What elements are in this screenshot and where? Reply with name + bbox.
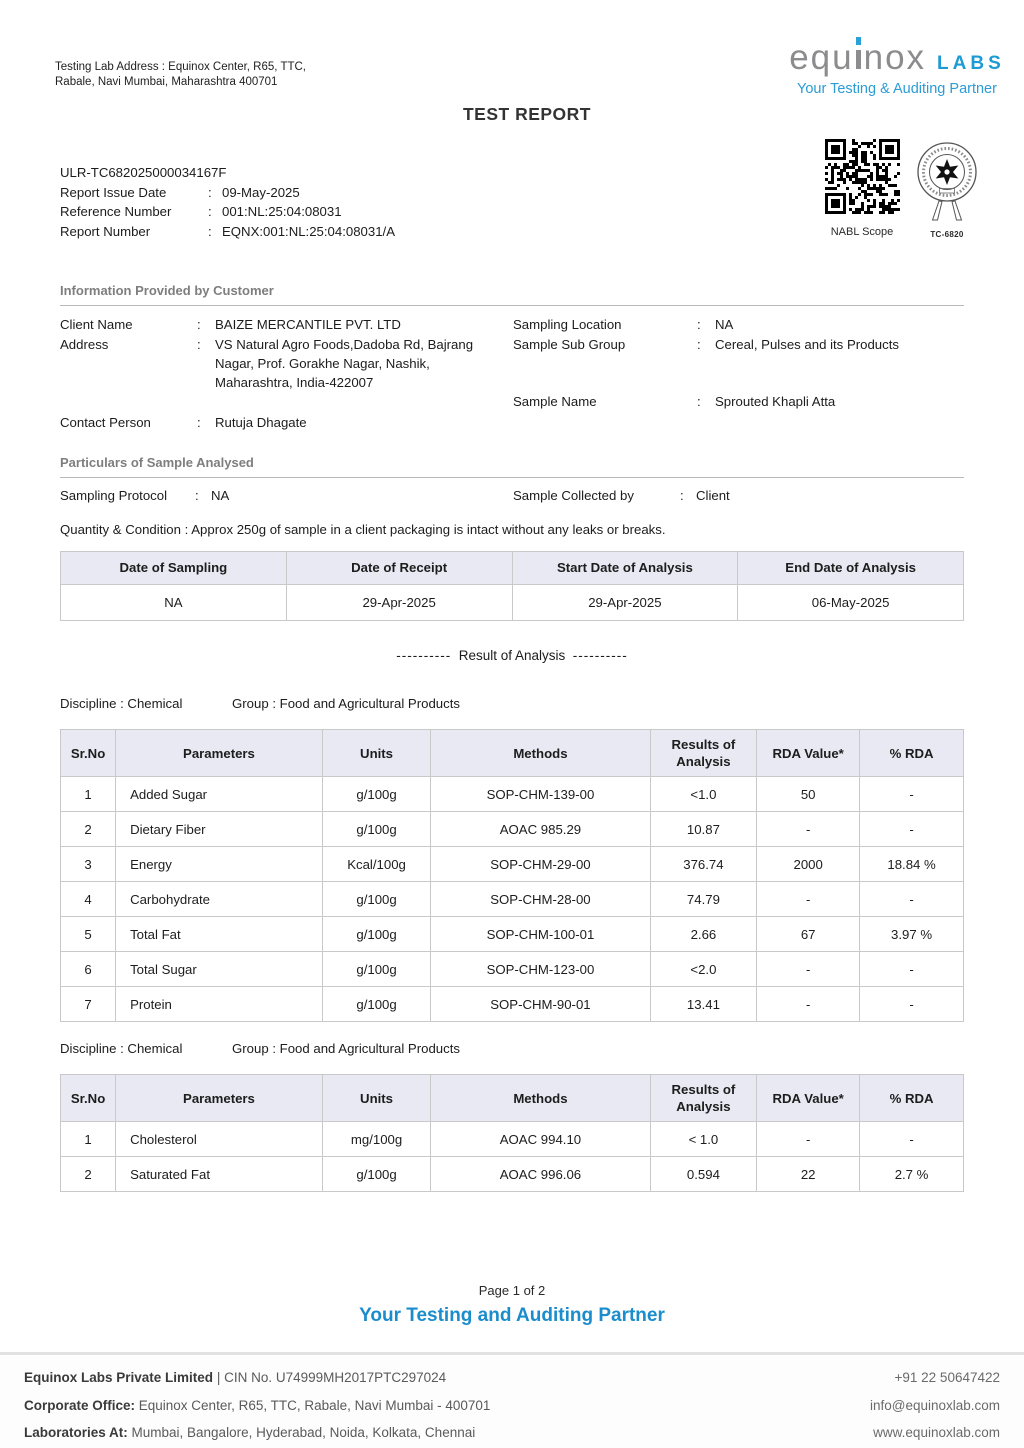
cell-unit: g/100g bbox=[322, 882, 430, 917]
group-label: Group : Food and Agricultural Products bbox=[232, 1041, 460, 1056]
field-value: EQNX:001:NL:25:04:08031/A bbox=[222, 223, 396, 239]
cell-srno: 1 bbox=[61, 777, 116, 812]
dates-value-row bbox=[61, 585, 964, 621]
col-header-units: Units bbox=[322, 1075, 430, 1122]
colon: : bbox=[208, 223, 212, 239]
sampling-protocol-row bbox=[60, 488, 229, 503]
table-row bbox=[61, 917, 964, 952]
cell-parameter: Cholesterol bbox=[116, 1122, 323, 1157]
cell-srno: 3 bbox=[61, 847, 116, 882]
footer-website: www.equinoxlab.com bbox=[873, 1425, 1000, 1440]
cell-unit: g/100g bbox=[322, 952, 430, 987]
report-number-row bbox=[60, 222, 395, 242]
field-label: Report Number bbox=[60, 223, 151, 239]
sampling-location-row bbox=[513, 315, 733, 334]
field-label: Sampling Protocol bbox=[60, 488, 168, 503]
cell-rda-value: - bbox=[757, 812, 860, 847]
footer-contact-info bbox=[870, 1364, 1000, 1447]
dates-header-row bbox=[61, 552, 964, 585]
field-value: Client bbox=[696, 488, 730, 503]
dates-table bbox=[60, 551, 964, 621]
col-header-results: Results of Analysis bbox=[650, 730, 757, 777]
logo-wordmark bbox=[781, 40, 1013, 75]
labs-value: Mumbai, Bangalore, Hyderabad, Noida, Kolkata, Chennai bbox=[127, 1425, 476, 1440]
field-value: NA bbox=[715, 317, 734, 332]
field-label: Contact Person bbox=[60, 415, 151, 430]
quantity-condition-row bbox=[60, 522, 666, 537]
divider-text: Result of Analysis bbox=[458, 648, 566, 663]
colon: : bbox=[197, 337, 201, 352]
cell-result: <2.0 bbox=[650, 952, 757, 987]
cell-rda-value: 50 bbox=[757, 777, 860, 812]
customer-info-section bbox=[60, 283, 964, 456]
cell-method: SOP-CHM-123-00 bbox=[431, 952, 650, 987]
office-label: Corporate Office: bbox=[24, 1397, 136, 1413]
footer-tagline: Your Testing and Auditing Partner bbox=[359, 1305, 665, 1326]
nabl-scope-qr bbox=[823, 139, 901, 238]
field-label: Client Name bbox=[60, 317, 133, 332]
results-table-1-wrap bbox=[60, 729, 964, 1022]
table-row bbox=[61, 812, 964, 847]
cell-result: < 1.0 bbox=[650, 1122, 757, 1157]
cell-method: AOAC 996.06 bbox=[431, 1157, 650, 1192]
col-header-start-date: Start Date of Analysis bbox=[512, 552, 738, 585]
logo-text-nox: nox bbox=[863, 38, 927, 77]
client-name-row bbox=[60, 315, 401, 334]
cell-srno: 6 bbox=[61, 952, 116, 987]
cin-number: | CIN No. U74999MH2017PTC297024 bbox=[216, 1370, 447, 1385]
cell-rda-value: - bbox=[757, 952, 860, 987]
col-header-parameters: Parameters bbox=[116, 730, 323, 777]
cell-rda-value: 22 bbox=[757, 1157, 860, 1192]
cell-result: 74.79 bbox=[650, 882, 757, 917]
cell-pct-rda: - bbox=[860, 882, 964, 917]
col-header-date-of-receipt: Date of Receipt bbox=[286, 552, 512, 585]
cell-method: AOAC 985.29 bbox=[431, 812, 650, 847]
cell-srno: 4 bbox=[61, 882, 116, 917]
reference-number-row bbox=[60, 202, 395, 222]
colon: : bbox=[208, 184, 212, 200]
sample-sub-group-row bbox=[513, 335, 899, 354]
cell-pct-rda: - bbox=[860, 1122, 964, 1157]
cell-rda-value: 67 bbox=[757, 917, 860, 952]
cell-method: SOP-CHM-29-00 bbox=[431, 847, 650, 882]
cell-result: <1.0 bbox=[650, 777, 757, 812]
cell-pct-rda: - bbox=[860, 952, 964, 987]
field-value: Rutuja Dhagate bbox=[215, 415, 307, 430]
cell-srno: 2 bbox=[61, 812, 116, 847]
field-value: BAIZE MERCANTILE PVT. LTD bbox=[215, 317, 401, 332]
cell-pct-rda: - bbox=[860, 777, 964, 812]
cell-unit: g/100g bbox=[322, 812, 430, 847]
sample-collected-by-row bbox=[513, 488, 730, 503]
results-header-row bbox=[61, 730, 964, 777]
colon: : bbox=[697, 394, 701, 409]
address-row bbox=[60, 335, 477, 393]
table-row bbox=[61, 952, 964, 987]
contact-person-row bbox=[60, 413, 307, 432]
cell-parameter: Carbohydrate bbox=[116, 882, 323, 917]
logo-i-dot-icon bbox=[856, 37, 861, 45]
colon: : bbox=[697, 337, 701, 352]
equinox-logo bbox=[781, 40, 1013, 97]
cell-unit: g/100g bbox=[322, 1157, 430, 1192]
colon: : bbox=[195, 488, 199, 503]
col-header-methods: Methods bbox=[431, 1075, 650, 1122]
field-label: Address bbox=[60, 337, 109, 352]
cell-parameter: Total Fat bbox=[116, 917, 323, 952]
col-header-srno: Sr.No bbox=[61, 730, 116, 777]
company-name: Equinox Labs Private Limited bbox=[24, 1370, 214, 1385]
field-value: Sprouted Khapli Atta bbox=[715, 394, 836, 409]
results-table-2-wrap bbox=[60, 1074, 964, 1192]
cell-pct-rda: 2.7 % bbox=[860, 1157, 964, 1192]
field-value: Approx 250g of sample in a client packaging is intact without any leaks or breaks. bbox=[191, 522, 666, 537]
ulr-number: ULR-TC682025000034167F bbox=[60, 165, 227, 180]
cell-pct-rda: - bbox=[860, 987, 964, 1022]
logo-tagline: Your Testing & Auditing Partner bbox=[797, 81, 997, 97]
logo-letter-i bbox=[856, 50, 861, 69]
table-row bbox=[61, 987, 964, 1022]
labs-label: Laboratories At: bbox=[24, 1425, 128, 1440]
section-title-customer-info: Information Provided by Customer bbox=[60, 283, 964, 306]
col-header-pct-rda: % RDA bbox=[860, 730, 964, 777]
table-row bbox=[61, 882, 964, 917]
footer-phone: +91 22 50647422 bbox=[894, 1370, 1000, 1385]
colon: : bbox=[184, 522, 189, 537]
cell-pct-rda: - bbox=[860, 812, 964, 847]
cell-unit: g/100g bbox=[322, 917, 430, 952]
cell-parameter: Protein bbox=[116, 987, 323, 1022]
cell-pct-rda: 3.97 % bbox=[860, 917, 964, 952]
cell-parameter: Added Sugar bbox=[116, 777, 323, 812]
sample-name-row bbox=[513, 392, 835, 411]
qr-label: NABL Scope bbox=[830, 226, 894, 238]
col-header-parameters: Parameters bbox=[116, 1075, 323, 1122]
cell-parameter: Dietary Fiber bbox=[116, 812, 323, 847]
colon: : bbox=[197, 415, 201, 430]
date-of-sampling-value: NA bbox=[61, 585, 287, 621]
footer-company-line bbox=[24, 1364, 490, 1392]
page-title: TEST REPORT bbox=[462, 104, 591, 124]
discipline-label: Discipline : Chemical bbox=[60, 1041, 183, 1056]
field-label: Sample Name bbox=[513, 394, 597, 409]
colon: : bbox=[197, 317, 201, 332]
cell-unit: g/100g bbox=[322, 777, 430, 812]
table-row bbox=[61, 777, 964, 812]
field-label: Report Issue Date bbox=[60, 184, 167, 200]
customer-info-grid bbox=[60, 306, 964, 456]
field-label: Quantity & Condition bbox=[60, 522, 181, 537]
cell-rda-value: - bbox=[757, 987, 860, 1022]
field-value: 001:NL:25:04:08031 bbox=[222, 204, 342, 220]
footer-company-info bbox=[24, 1364, 490, 1447]
results-header-row bbox=[61, 1075, 964, 1122]
table-row bbox=[61, 847, 964, 882]
cell-result: 2.66 bbox=[650, 917, 757, 952]
cell-srno: 7 bbox=[61, 987, 116, 1022]
seal-certificate-number: TC-6820 bbox=[930, 230, 964, 239]
table-row bbox=[61, 1157, 964, 1192]
results-table-2 bbox=[60, 1074, 964, 1192]
nabl-accreditation-seal bbox=[906, 138, 988, 239]
report-info-block bbox=[60, 163, 395, 241]
result-of-analysis-divider bbox=[0, 648, 1024, 663]
cell-result: 376.74 bbox=[650, 847, 757, 882]
col-header-methods: Methods bbox=[431, 730, 650, 777]
col-header-rda-value: RDA Value* bbox=[757, 730, 860, 777]
cell-method: SOP-CHM-139-00 bbox=[431, 777, 650, 812]
field-label: Sample Sub Group bbox=[513, 337, 626, 352]
col-header-units: Units bbox=[322, 730, 430, 777]
cell-unit: mg/100g bbox=[322, 1122, 430, 1157]
field-value: 09-May-2025 bbox=[222, 184, 300, 200]
footer-email: info@equinoxlab.com bbox=[869, 1397, 1000, 1413]
results-table-1 bbox=[60, 729, 964, 1022]
cell-unit: Kcal/100g bbox=[322, 847, 430, 882]
colon: : bbox=[680, 488, 684, 503]
col-header-pct-rda: % RDA bbox=[860, 1075, 964, 1122]
dashes-left: ---------- bbox=[396, 648, 452, 663]
col-header-rda-value: RDA Value* bbox=[757, 1075, 860, 1122]
col-header-srno: Sr.No bbox=[61, 1075, 116, 1122]
cell-pct-rda: 18.84 % bbox=[860, 847, 964, 882]
report-issue-date-row bbox=[60, 183, 395, 203]
footer-office-line bbox=[24, 1392, 490, 1420]
footer-bar bbox=[0, 1352, 1024, 1448]
field-value: VS Natural Agro Foods,Dadoba Rd, Bajrang Nagar, Prof. Gorakhe Nagar, Nashik, Maharashtra, India-422007 bbox=[215, 337, 474, 391]
page-number: Page 1 of 2 bbox=[478, 1283, 546, 1298]
discipline-label: Discipline : Chemical bbox=[60, 696, 183, 711]
cell-result: 0.594 bbox=[650, 1157, 757, 1192]
lab-address: Testing Lab Address : Equinox Center, R65, TTC, Rabale, Navi Mumbai, Maharashtra 400701 bbox=[55, 61, 307, 88]
cell-srno: 1 bbox=[61, 1122, 116, 1157]
cell-rda-value: - bbox=[757, 1122, 860, 1157]
cell-parameter: Total Sugar bbox=[116, 952, 323, 987]
section-title-particulars: Particulars of Sample Analysed bbox=[60, 455, 964, 478]
discipline-line-1 bbox=[60, 696, 460, 711]
dates-table-wrap bbox=[60, 551, 964, 621]
qr-code-icon bbox=[825, 139, 900, 214]
logo-text-equ: equ bbox=[789, 38, 854, 77]
cell-method: SOP-CHM-28-00 bbox=[431, 882, 650, 917]
cell-method: SOP-CHM-90-01 bbox=[431, 987, 650, 1022]
start-date-value: 29-Apr-2025 bbox=[512, 585, 738, 621]
field-label: Sample Collected by bbox=[513, 488, 634, 503]
logo-labs-text: LABS bbox=[937, 53, 1005, 74]
field-value: Cereal, Pulses and its Products bbox=[715, 337, 899, 352]
end-date-value: 06-May-2025 bbox=[738, 585, 964, 621]
field-label: Sampling Location bbox=[513, 317, 622, 332]
cell-rda-value: 2000 bbox=[757, 847, 860, 882]
nabl-seal-icon bbox=[908, 138, 986, 224]
table-row bbox=[61, 1122, 964, 1157]
col-header-end-date: End Date of Analysis bbox=[738, 552, 964, 585]
date-of-receipt-value: 29-Apr-2025 bbox=[286, 585, 512, 621]
cell-srno: 2 bbox=[61, 1157, 116, 1192]
office-value: Equinox Center, R65, TTC, Rabale, Navi Mumbai - 400701 bbox=[135, 1397, 491, 1413]
discipline-line-2 bbox=[60, 1041, 460, 1056]
cell-result: 13.41 bbox=[650, 987, 757, 1022]
cell-parameter: Saturated Fat bbox=[116, 1157, 323, 1192]
col-header-results: Results of Analysis bbox=[650, 1075, 757, 1122]
cell-unit: g/100g bbox=[322, 987, 430, 1022]
dashes-right: ---------- bbox=[572, 648, 628, 663]
cell-parameter: Energy bbox=[116, 847, 323, 882]
field-value: NA bbox=[211, 488, 230, 503]
cell-method: AOAC 994.10 bbox=[431, 1122, 650, 1157]
cell-result: 10.87 bbox=[650, 812, 757, 847]
col-header-date-of-sampling: Date of Sampling bbox=[61, 552, 287, 585]
cell-method: SOP-CHM-100-01 bbox=[431, 917, 650, 952]
field-label: Reference Number bbox=[60, 204, 172, 220]
group-label: Group : Food and Agricultural Products bbox=[232, 696, 460, 711]
footer-labs-line bbox=[24, 1419, 490, 1447]
cell-rda-value: - bbox=[757, 882, 860, 917]
cell-srno: 5 bbox=[61, 917, 116, 952]
colon: : bbox=[208, 204, 212, 220]
colon: : bbox=[697, 317, 701, 332]
